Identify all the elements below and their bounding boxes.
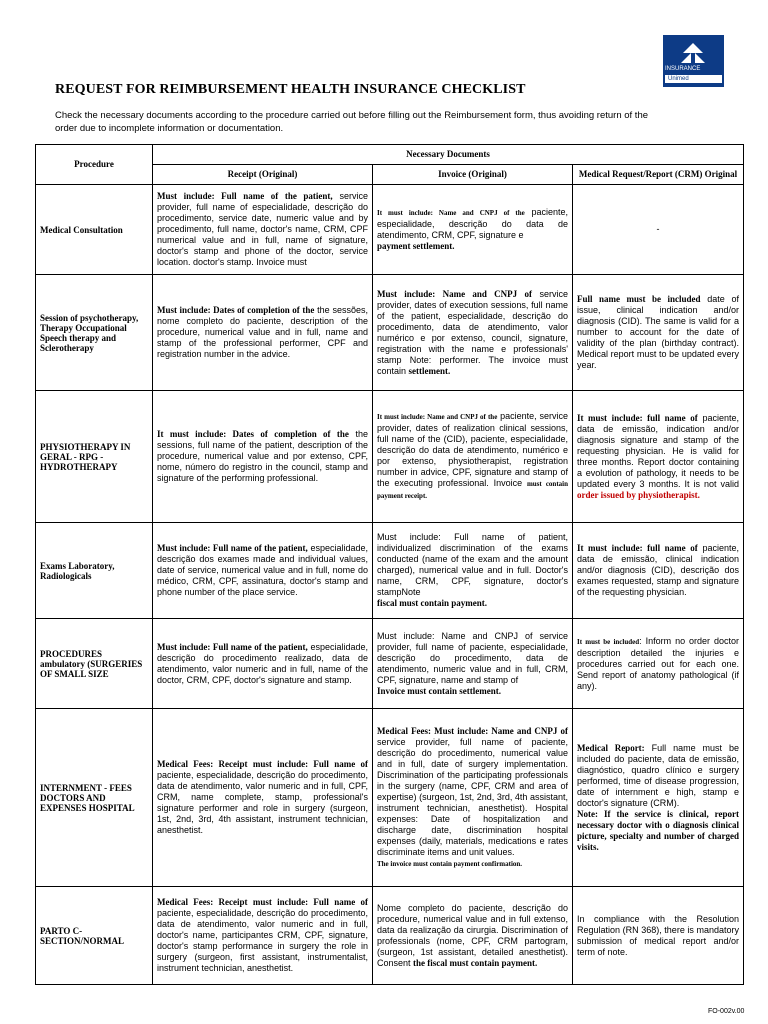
receipt-bold: Must include: Full name of the patient, [157,191,333,201]
invoice-text: Must include: Name and CNPJ of service provider, full name of paciente, especialidade, descrição do procedimento, data de atendimento, numeric value and in full, CRM, CPF, signature, name and stamp of [377,630,568,685]
invoice-cell [373,185,573,275]
receipt-cell [153,523,373,619]
receipt-cell [153,185,373,275]
receipt-text: the sessions, full name of the patient, description of the procedure, numerical value and por extenso, CPF, nome, número do registro in the council, stamp and signature of the performing professional. [157,429,368,483]
invoice-cell [373,887,573,985]
invoice-text: Nome completo do paciente, descrição do procedure, numerical value and in full extenso, data da realização da cirurgia. Discrimination of professionals (nome, CPF, CRM partogram, (surgeon, 1st assistant, detailed anesthetist). Consent [377,902,568,968]
invoice-tail: payment settlement. [377,241,455,251]
invoice-bold: Must include: Name and CNPJ of [377,288,532,299]
logo-line1: INSURANCE [665,66,701,72]
header-medical: Medical Request/Report (CRM) Original [573,165,744,185]
invoice-cell [373,391,573,523]
table-row [36,619,744,709]
medical-cell [573,709,744,887]
invoice-cell [373,619,573,709]
receipt-text: paciente, especialidade, descrição do procedimento, data de atendimento, valor numeric and in full, CPF, CRM, name complete, stamp, professional's signature performer and role in surgery (surgeon, 1st, 2nd, 3rd, 4th assistant, instrument technician, anesthetist. [157,770,368,835]
header-necessary-documents: Necessary Documents [153,145,744,165]
medical-bold: Full name must be included [577,294,701,304]
invoice-text: service provider, dates of execution sessions, full name of the patient, especialidade, descrição do procedimento, data de atendimento, valor numérico e por extenso, council, signature, registration with the name e professionals' stamp Note: performer. The invoice must contain [377,288,568,376]
receipt-bold: Must include: Dates of completion of the [157,305,315,315]
header-invoice: Invoice (Original) [373,165,573,185]
logo-emblem-icon [673,41,713,67]
invoice-tail: The invoice must contain payment confirmation. [377,859,523,868]
medical-bold: It must include: full name of [577,412,698,423]
invoice-tail: settlement. [408,365,451,376]
medical-cell [573,619,744,709]
procedure-name: PARTO C-SECTION/NORMAL [36,887,153,985]
header-receipt: Receipt (Original) [153,165,373,185]
invoice-cell [373,275,573,391]
header-procedure: Procedure [36,145,153,185]
medical-text: Full name must be included do paciente, data de emissão, diagnóstico, quadro clínico e surgery performed, time of disease progression, date of internment e high, stamp e doctor's signature (CRM). [577,742,740,808]
medical-cell [573,275,744,391]
procedure-name: Exams Laboratory, Radiologicals [36,523,153,619]
invoice-cell [373,709,573,887]
table-row [36,275,744,391]
medical-bold: It must include: full name of [577,543,698,553]
table-row [36,391,744,523]
receipt-cell [153,619,373,709]
medical-text: date of issue, clinical indication and/or diagnosis (CID). The same is valid for a number to account for the date of validity of the plan (birthday contract). Medical report must to be updated every year. [577,294,740,370]
receipt-text: service provider, full name of especialidade, descrição do procedimento, service date, numeric value and by procedimento, full name, doctor's name, CRM, CPF numerical value and in full, name of signature, doctor's stamp and phone of the doctor, service location. doctor's stamp. Invoice must [157,191,368,267]
page-title: REQUEST FOR REIMBURSEMENT HEALTH INSURANCE CHECKLIST [55,82,526,97]
receipt-bold: Must include: Full name of the patient, [157,641,308,652]
medical-note: Note: If the service is clinical, report necessary doctor with o diagnosis clinical picture, specialty and number of charged visits. [577,808,740,852]
receipt-bold: Must include: Full name of the patient, [157,543,308,553]
table-row [36,523,744,619]
medical-cell [573,391,744,523]
medical-text: paciente, data de emissão, indication and/or diagnosis signature and stamp of the requesting physician. He is valid for three months. Report doctor containing a evolution of pathology, it needs to be updated every 3 months. It is not valid [577,412,740,489]
invoice-cell [373,523,573,619]
table-row [36,709,744,887]
receipt-bold: It must include: Dates of completion of the [157,429,349,439]
table-row [36,887,744,985]
form-code: FO-002v.00 [708,1008,745,1015]
invoice-bold: It must include: Name and CNPJ of the [377,413,498,421]
invoice-tail: must contain payment receipt. [377,480,568,500]
invoice-tail: fiscal must contain payment. [377,598,487,608]
procedure-name: PHYSIOTHERAPY IN GERAL - RPG - HYDROTHERAPY [36,391,153,523]
procedure-name: Session of psychotherapy, Therapy Occupational Speech therapy and Sclerotherapy [36,275,153,391]
medical-red-note: order issued by physiotherapist. [577,489,700,500]
receipt-bold: Medical Fees: Receipt must include: Full name of [157,759,368,769]
procedure-name: INTERNMENT - FEES DOCTORS AND EXPENSES HOSPITAL [36,709,153,887]
invoice-tail: the fiscal must contain payment. [413,957,538,968]
invoice-text: service provider, full name of paciente, descrição do procedimento, numerical value and in full, date of surgery implementation. Discrimination of the participating professionals in the surgery (name, CPF, CRM and area of expertise) (surgeon, 1st, 2nd, 3rd, 4th assistant, instrument technician, anesthetist). Hospital expenses: Date of hospitalization and discharge date, discrimination hospital expenses (daily, materials, medications e rates discriminate items and unit values. [377,736,568,857]
receipt-text: the sessões, nome completo do paciente, description of the procedure, numerical value and in full, name and stamp of the professional performer, CPF and registration number in the advice. [157,305,369,359]
medical-bold: It must be included [577,637,640,646]
checklist-table [35,144,744,985]
medical-cell: In compliance with the Resolution Regulation (RN 368), there is mandatory submission of medical report and/or term of note. [573,887,744,985]
medical-bold: Medical Report: [577,742,645,753]
receipt-text: paciente, especialidade, descrição do procedimento, data de atendimento, valor numeric and in full, doctor's name, participantes CRM, CPF, signature, doctor's stamp performance in surgery the role in surgery (surgeon, first assistant, instrumentalist, instrument technician, anesthetist. [157,908,368,973]
insurance-logo [663,35,724,87]
receipt-cell [153,709,373,887]
receipt-cell [153,887,373,985]
receipt-cell [153,391,373,523]
receipt-text: especialidade, descrição dos exames made and individual values, date of service, numerical value and in full, nome do médico, CRM, CPF, assinatura, doctor's stamp and phone number of the place service. [157,543,368,597]
invoice-text: paciente, especialidade, descrição do data de atendimento, CRM, CPF, signature e [377,207,569,240]
medical-text: : Inform no order doctor description detailed the injuries e procedures carried out for each one. Send report of anatomy pathological (if any). [577,635,740,691]
procedure-name: PROCEDURES ambulatory (SURGERIES OF SMALL SIZE [36,619,153,709]
receipt-text: especialidade, descrição do procedimento realizado, data de atendimento, valor numeric and in full, name of the doctor, CRM, CPF, doctor's signature and stamp. [157,641,368,685]
invoice-bold: It must include: Name and CNPJ of the [377,209,525,217]
medical-cell [573,523,744,619]
invoice-tail: Invoice must contain settlement. [377,685,501,696]
medical-text: paciente, data de emissão, clinical indication and/or diagnosis (CID), descrição dos exames requested, stamp and signature of the requesting physician. [577,543,740,597]
procedure-name: Medical Consultation [36,185,153,275]
receipt-cell [153,275,373,391]
logo-line2: Unimed [665,75,722,83]
receipt-bold: Medical Fees: Receipt must include: Full name of [157,897,368,907]
table-row [36,185,744,275]
intro-text: Check the necessary documents according to the procedure carried out before filling out the Reimbursement form, thus avoiding return of the order due to incomplete information or documentation. [55,110,649,134]
invoice-text: Must include: Full name of patient, individualized discrimination of the exams conducted (name of the exam and the amount charged), numerical value and in full. Doctor's name, CRM, CPF, signature, doctor's stampNote [377,532,568,597]
invoice-bold: Medical Fees: Must include: Name and CNPJ of [377,725,568,736]
medical-cell: - [573,185,744,275]
invoice-text: paciente, service provider, dates of realization clinical sessions, full name of the (CID), paciente, especialidade, descrição do data de atendimento, numérico e por extenso, physiotherapist, registration number in advice, CPF, signature and stamp of the executing professional. Invoice [377,411,568,488]
